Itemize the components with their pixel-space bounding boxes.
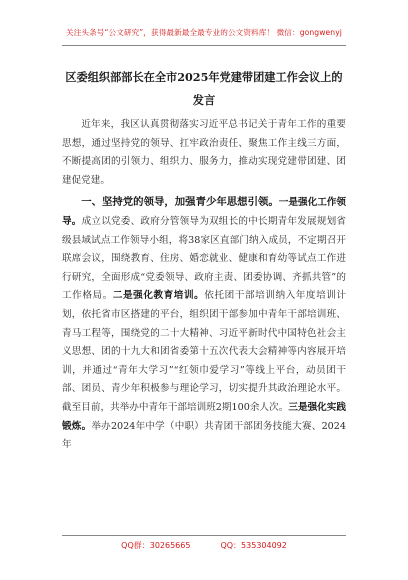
header-banner: 关注头条号“公文研究”，获得最新最全最专业的公文资料库！ 微信：gongwenyj [66,28,342,37]
point-lead-2: 二是强化教育培训。 [112,290,205,302]
section-heading: 一、坚持党的领导，加强青少年思想引领。 [81,196,279,209]
intro-paragraph: 近年来，我区认真贯彻落实习近平总书记关于青年工作的重要思想，通过坚持党的领导、扛牢政治责任、聚焦工作主线三方面，不断提高团的引领力、组织力、服务力，推动实现党建带团建、团建促党建。 [62,119,346,186]
document-body [62,116,346,455]
section-paragraph [62,193,346,454]
footer [0,540,408,551]
point-lead-1: 一是强化工作领导。 [62,197,347,227]
point-text-2: 依托团干部培训纳入年度培训计划，依托省市区搭建的平台，组织团干部参加中青年干部培训班、青马工程等，围绕党的二十大精神、习近平新时代中国特色社会主义思想、团的十九大和团省委第十五次代表大会精神等内容展开培训，并通过“青年大学习”“红领巾爱学习”等线上平台，动员团干部、团员、青少年积极参与理论学习，切实提升其政治理论水平。截至目前，共举办中青年干部培训班2期100余人次。 [62,290,347,413]
footer-divider [62,535,346,536]
header-divider [62,45,346,46]
document-title: 区委组织部部长在全市2025年党建带团建工作会议上的发言 [65,70,343,107]
point-text-1: 成立以党委、政府分管领导为双组长的中长期青年发展规划省级县域试点工作领导小组，将38家区直部门纳入成员，不定期召开联席会议，围绕教育、住房、婚恋就业、健康和育幼等试点工作进行研究，全面形成“党委领导、政府主责、团委协调、齐抓共管”的工作格局。 [62,215,347,302]
point-text-3: 举办2024年中学（中职）共青团干部团务技能大赛、2024年 [62,420,346,451]
footer-qq-group: QQ群：30265665 [121,541,191,550]
point-lead-3: 三是强化实践锻炼。 [62,401,347,432]
footer-qq: QQ：535304092 [220,541,287,550]
